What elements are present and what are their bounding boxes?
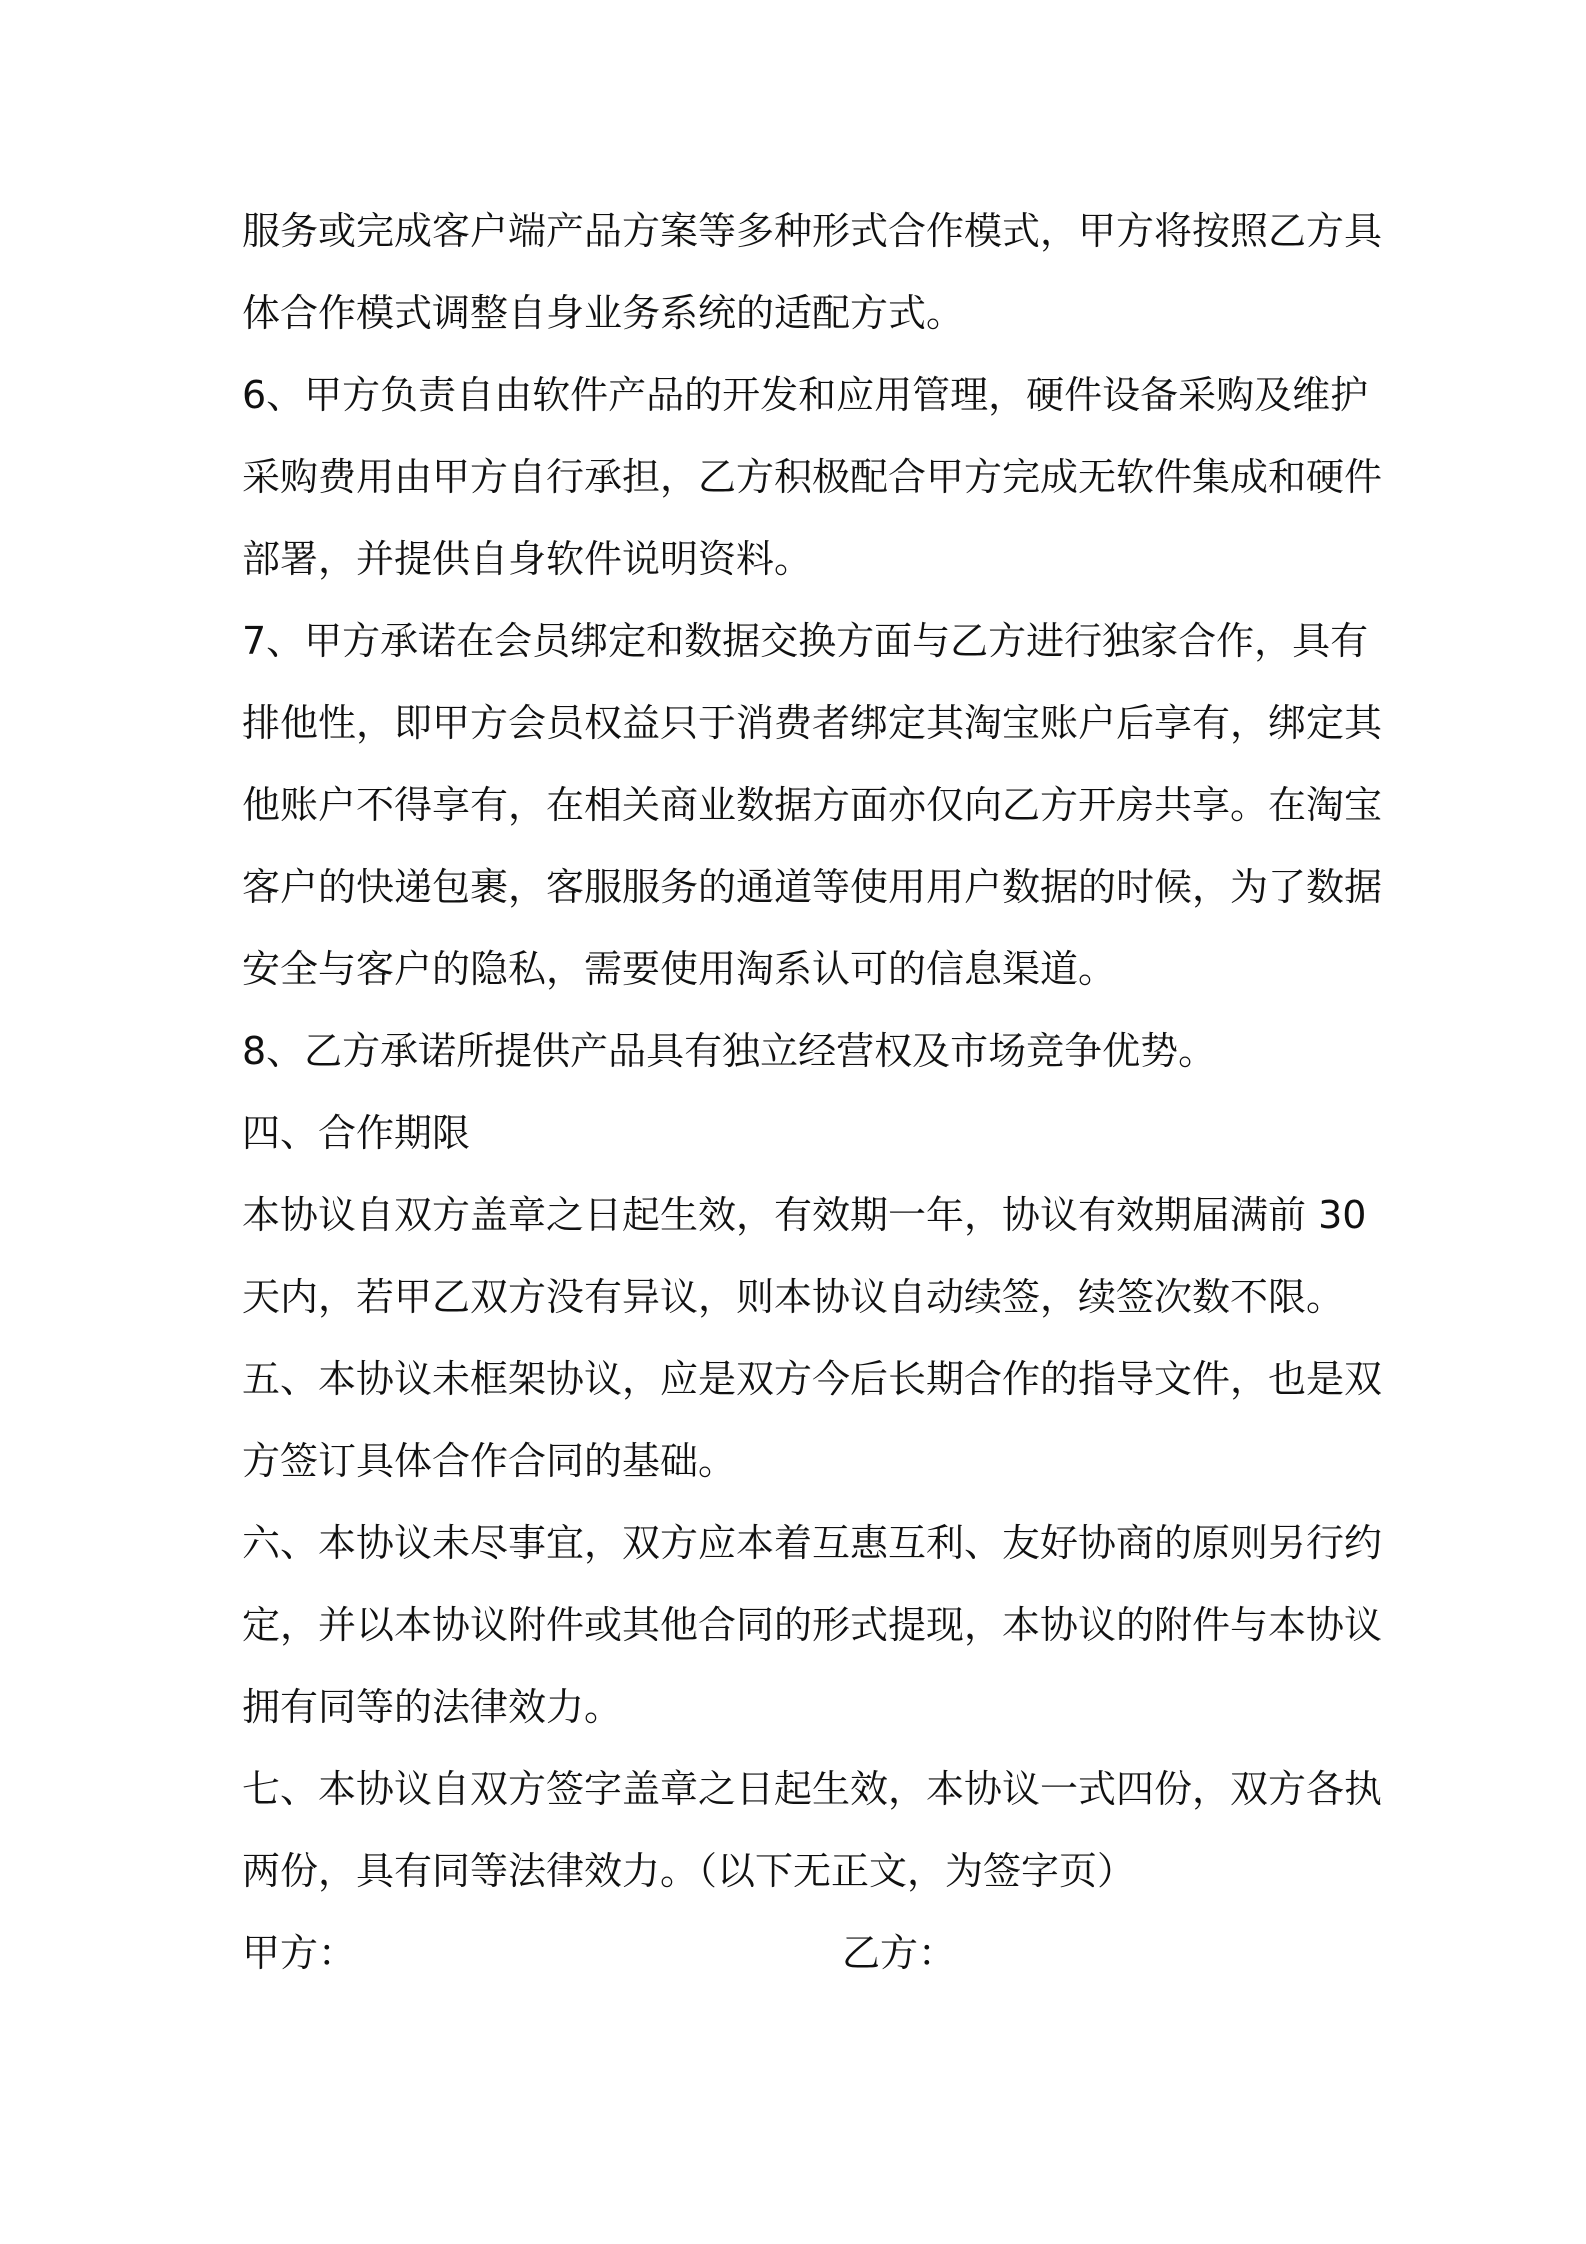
party-a-signature-label: 甲方： [242,1931,357,1975]
text-line: 7、甲方承诺在会员绑定和数据交换方面与乙方进行独家合作，具有 [242,619,1369,663]
text-line: 8、乙方承诺所提供产品具有独立经营权及市场竞争优势。 [242,1029,1217,1073]
text-line: 服务或完成客户端产品方案等多种形式合作模式，甲方将按照乙方具 [242,209,1383,253]
text-line: 拥有同等的法律效力。 [242,1685,623,1729]
text-line: 体合作模式调整自身业务系统的适配方式。 [242,291,965,335]
text-line: 采购费用由甲方自行承担，乙方积极配合甲方完成无软件集成和硬件 [242,455,1383,499]
signature-row [242,1912,1362,1994]
text-line: 他账户不得享有，在相关商业数据方面亦仅向乙方开房共享。在淘宝 [242,783,1383,827]
document-page [242,190,1383,1994]
text-line: 七、本协议自双方签字盖章之日起生效，本协议一式四份，双方各执 [242,1767,1383,1811]
text-line: 客户的快递包裹，客服服务的通道等使用用户数据的时候，为了数据 [242,865,1383,909]
text-line: 本协议自双方盖章之日起生效，有效期一年，协议有效期届满前 30 [242,1193,1367,1237]
text-line: 6、甲方负责自由软件产品的开发和应用管理，硬件设备采购及维护 [242,373,1369,417]
text-line: 排他性，即甲方会员权益只于消费者绑定其淘宝账户后享有，绑定其 [242,701,1383,745]
text-line: 安全与客户的隐私，需要使用淘系认可的信息渠道。 [242,947,1117,991]
text-line: 方签订具体合作合同的基础。 [242,1439,737,1483]
text-line: 定，并以本协议附件或其他合同的形式提现，本协议的附件与本协议 [242,1603,1383,1647]
section-heading: 四、合作期限 [242,1111,471,1155]
party-b-signature-label: 乙方： [842,1931,957,1975]
text-line: 五、本协议未框架协议，应是双方今后长期合作的指导文件，也是双 [242,1357,1383,1401]
text-line: 天内，若甲乙双方没有异议，则本协议自动续签，续签次数不限。 [242,1275,1345,1319]
text-line: 两份，具有同等法律效力。（以下无正文，为签字页） [242,1849,1136,1893]
text-line: 部署，并提供自身软件说明资料。 [242,537,813,581]
text-line: 六、本协议未尽事宜，双方应本着互惠互利、友好协商的原则另行约 [242,1521,1383,1565]
